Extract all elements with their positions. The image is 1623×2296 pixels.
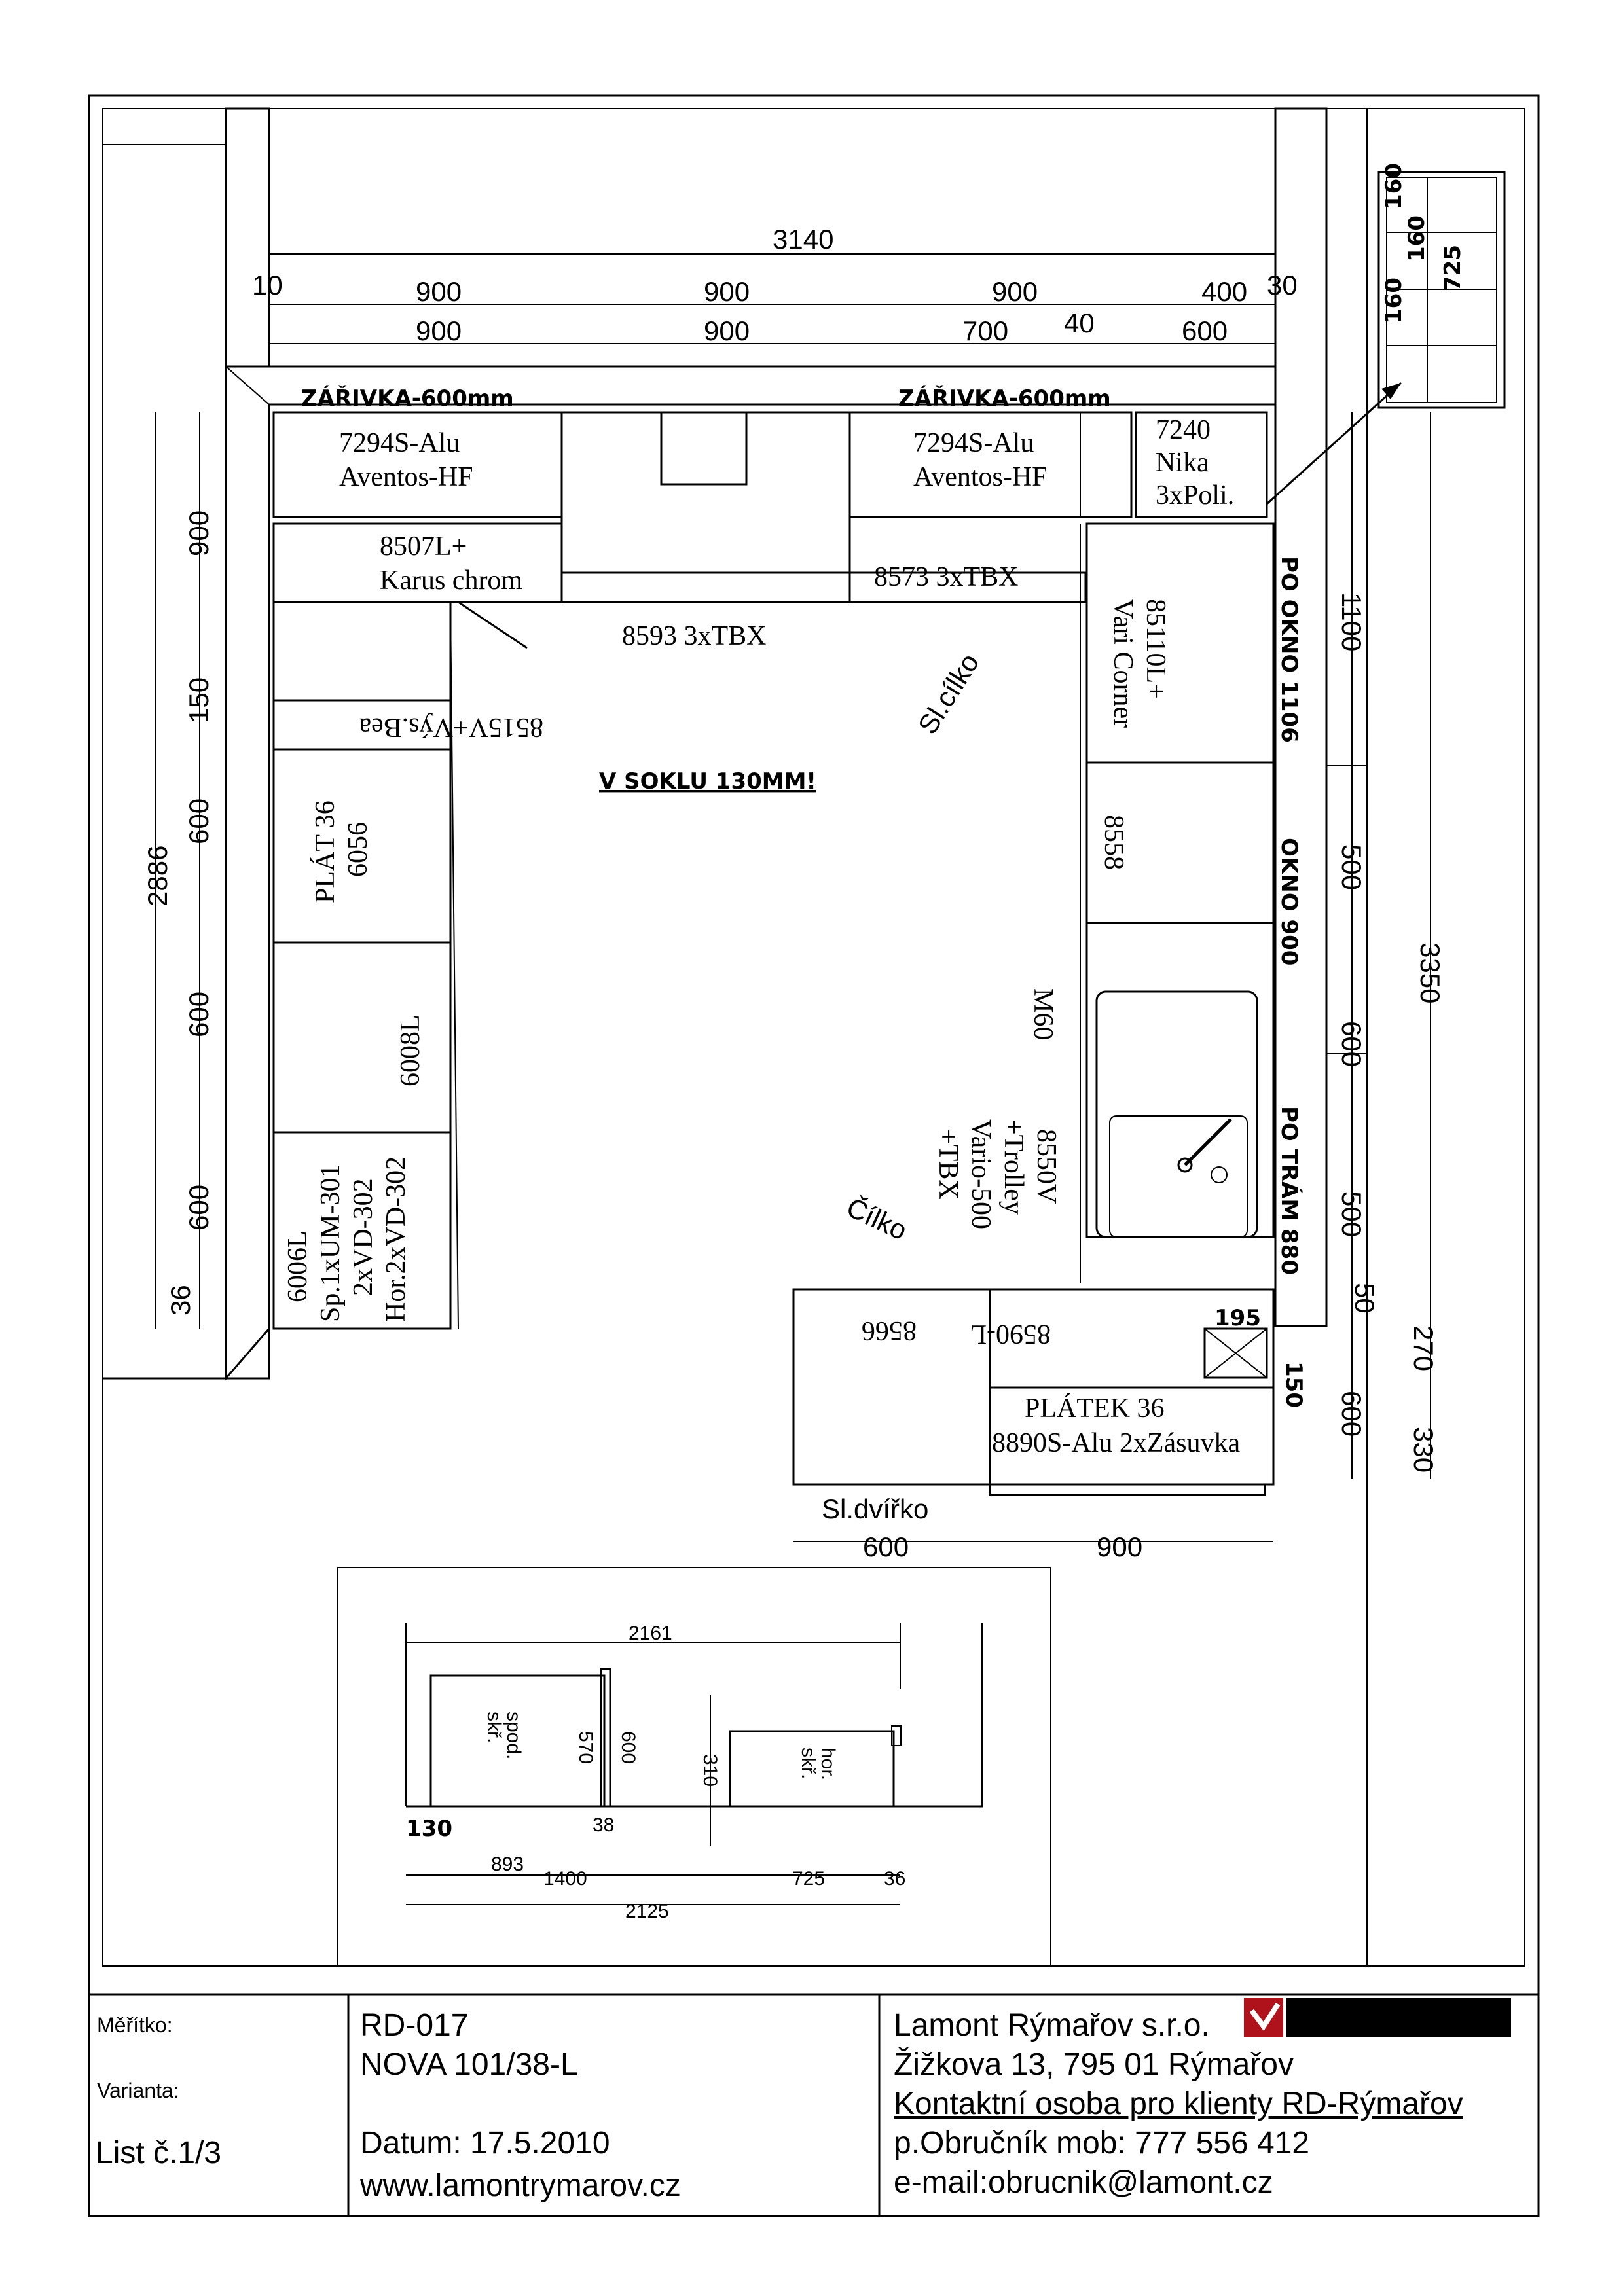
- dim-bottom-600: 600: [863, 1532, 909, 1562]
- sheet-border: [89, 96, 1539, 2216]
- label-niche-c: 3xPoli.: [1156, 480, 1235, 511]
- tb-sheet: List č.1/3: [96, 2136, 222, 2170]
- label-wall-2a: 7294S-Alu: [913, 428, 1034, 458]
- label-85110a: 85110L+: [1140, 599, 1171, 699]
- tb-email: e-mail:obrucnik@lamont.cz: [894, 2165, 1273, 2200]
- label-8550c: Vario-500: [966, 1119, 996, 1229]
- section-lower-b: skř.: [483, 1712, 505, 1744]
- label-sl-cilko: Sl.cílko: [911, 648, 985, 740]
- dim-right-500-2: 500: [1336, 1191, 1367, 1238]
- label-6006c: 2xVD-302: [348, 1178, 378, 1296]
- label-window-1: PO OKNO 1106: [1276, 556, 1302, 743]
- label-warning: V SOKLU 130MM!: [599, 768, 816, 795]
- dim-left-600-2: 600: [183, 991, 214, 1037]
- section-725: 725: [792, 1868, 826, 1890]
- tb-model: NOVA 101/38-L: [360, 2047, 578, 2082]
- label-plat-b: 6056: [343, 822, 373, 877]
- dim-left-150: 150: [183, 677, 214, 723]
- label-lamp-2: ZÁŘIVKA-600mm: [898, 386, 1111, 412]
- label-8550b: +Trolley: [998, 1119, 1029, 1215]
- section-310: 310: [699, 1754, 721, 1787]
- label-8573: 8573 3xTBX: [874, 562, 1019, 592]
- dim-left-gap: 10: [252, 270, 283, 300]
- tb-address: Žižkova 13, 795 01 Rýmařov: [894, 2047, 1294, 2082]
- tb-project: RD-017: [360, 2008, 469, 2043]
- section-lower-a: spod.: [503, 1712, 524, 1760]
- label-8507b: Karus chrom: [380, 565, 523, 596]
- dim-upper-900-1: 900: [416, 276, 462, 307]
- shelf-detail: [1267, 172, 1504, 504]
- label-platek-b: 8890S-Alu 2xZásuvka: [992, 1428, 1241, 1458]
- dim-lower-900-2: 900: [704, 315, 750, 346]
- label-wall-1b: Aventos-HF: [339, 462, 473, 492]
- dim-lower-900-1: 900: [416, 315, 462, 346]
- section-1400: 1400: [543, 1868, 587, 1890]
- tb-company: Lamont Rýmařov s.r.o.: [894, 2008, 1210, 2043]
- section-130: 130: [406, 1816, 452, 1842]
- dim-2886: 2886: [142, 845, 173, 906]
- label-195: 195: [1214, 1305, 1261, 1331]
- dim-right-1100: 1100: [1336, 592, 1367, 652]
- label-8550a: 8550V: [1031, 1129, 1061, 1204]
- label-niche-b: Nika: [1156, 448, 1209, 478]
- section-893: 893: [491, 1854, 524, 1875]
- label-plat-a: PLÁT 36: [310, 800, 340, 903]
- label-8593: 8593 3xTBX: [622, 621, 767, 651]
- dim-left-600-1: 600: [183, 798, 214, 844]
- section-38: 38: [593, 1814, 615, 1836]
- label-85110b: Vari Corner: [1108, 599, 1138, 728]
- dim-right-150: 150: [1281, 1361, 1307, 1408]
- section-570: 570: [575, 1731, 596, 1765]
- dim-lower-700: 700: [962, 315, 1009, 346]
- label-6006d: Hor.2xVD-302: [381, 1156, 411, 1322]
- dim-right-500-1: 500: [1336, 844, 1367, 891]
- dim-shelf-a: 160: [1381, 163, 1407, 209]
- tb-person: p.Obručník mob: 777 556 412: [894, 2126, 1310, 2161]
- label-wall-2b: Aventos-HF: [913, 462, 1048, 492]
- dim-lower-600: 600: [1182, 315, 1228, 346]
- label-niche-a: 7240: [1156, 415, 1211, 445]
- label-wall-1a: 7294S-Alu: [339, 428, 460, 458]
- label-8566: 8566: [862, 1316, 917, 1346]
- section-2125: 2125: [625, 1901, 669, 1922]
- dim-lower-40: 40: [1064, 308, 1095, 338]
- label-8590: 8590-L: [970, 1319, 1051, 1349]
- label-8558: 8558: [1099, 815, 1129, 870]
- dim-bottom-900: 900: [1097, 1532, 1143, 1562]
- dim-left-36: 36: [165, 1285, 196, 1316]
- dim-left-600-3: 600: [183, 1184, 214, 1230]
- dim-upper-900-3: 900: [992, 276, 1038, 307]
- section-2161: 2161: [629, 1623, 672, 1644]
- label-window-2: OKNO 900: [1276, 838, 1302, 966]
- label-6008: 6008L: [395, 1014, 426, 1086]
- section-36: 36: [884, 1868, 906, 1890]
- dim-shelf-b: 160: [1404, 215, 1430, 262]
- dim-right-270: 270: [1408, 1325, 1439, 1372]
- label-8550d: +TBX: [933, 1129, 963, 1200]
- dim-right-50: 50: [1349, 1283, 1380, 1314]
- dim-upper-400: 400: [1201, 276, 1248, 307]
- label-6006b: Sp.1xUM-301: [316, 1164, 346, 1322]
- label-lamp-1: ZÁŘIVKA-600mm: [301, 386, 514, 412]
- label-beam: PO TRÁM 880: [1276, 1106, 1302, 1275]
- label-8515: 8515V+Výs.Bea: [359, 712, 543, 742]
- label-platek-a: PLÁTEK 36: [1025, 1393, 1165, 1424]
- tb-contact-title: Kontaktní osoba pro klienty RD-Rýmařov: [894, 2087, 1463, 2121]
- section-600: 600: [617, 1731, 639, 1765]
- tb-variant-label: Varianta:: [97, 2079, 179, 2102]
- label-m60: M60: [1028, 988, 1058, 1041]
- dim-right-gap: 30: [1267, 270, 1298, 300]
- dim-right-330: 330: [1408, 1427, 1439, 1473]
- dim-right-600-1: 600: [1336, 1021, 1367, 1067]
- label-8507a: 8507L+: [380, 531, 467, 562]
- dim-left-900: 900: [183, 510, 214, 556]
- section-view: [337, 1568, 1051, 1967]
- label-sl-dvirko: Sl.dvířko: [822, 1494, 929, 1524]
- dim-right-600-2: 600: [1336, 1391, 1367, 1437]
- section-upper-b: skř.: [797, 1748, 819, 1780]
- dim-upper-900-2: 900: [704, 276, 750, 307]
- dim-shelf-total: 725: [1440, 245, 1466, 291]
- section-upper-a: hor.: [817, 1748, 839, 1781]
- dim-3350: 3350: [1415, 942, 1446, 1004]
- tb-web: www.lamontrymarov.cz: [360, 2168, 681, 2203]
- dim-3140: 3140: [773, 224, 834, 255]
- tb-logo: LAMONT: [1300, 1997, 1484, 2038]
- label-cilko: Čílko: [842, 1191, 912, 1246]
- tb-date: Datum: 17.5.2010: [360, 2126, 610, 2161]
- tb-scale-label: Měřítko:: [97, 2013, 173, 2037]
- dim-shelf-c: 160: [1381, 278, 1407, 324]
- label-6006a: 6006L: [283, 1230, 313, 1302]
